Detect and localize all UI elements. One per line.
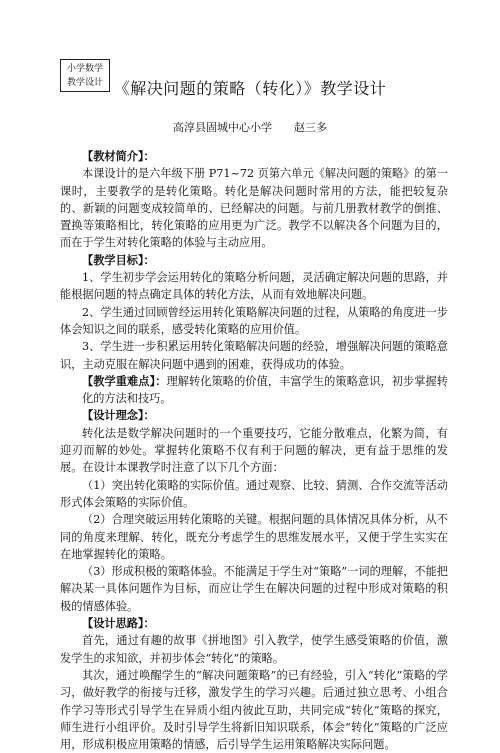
section-heading-philosophy: 【设计理念】： <box>82 408 155 423</box>
goal-item-2: 2、学生通过回顾曾经运用转化策略解决问题的过程，从策略的角度进一步体会知识之间的联系，感受转化策略的应用价值。 <box>60 305 448 336</box>
philosophy-paragraph-3: （2）合理突破运用转化策略的关键。根据问题的具体情况具体分析，从不同的角度来理解、转化，既充分考虑学生的思维发展水平，又便于学生实实在在地掌握转化的策略。 <box>60 513 448 561</box>
author-line <box>0 121 500 135</box>
section-heading-key-points: 【教学重难点】： <box>82 373 167 388</box>
key-points-block <box>60 373 448 408</box>
key-points-text: 理解转化策略的价值，丰富学生的策略意识，初步掌握转化的方法和技巧。 <box>82 374 448 406</box>
category-tag-line2: 教学设计 <box>66 78 103 88</box>
section-heading-intro: 【教材简介】： <box>82 149 155 163</box>
goal-item-3: 3、学生进一步积累运用转化策略解决问题的经验，增强解决问题的策略意识，主动克服在解决问题中遇到的困难，获得成功的体验。 <box>60 340 448 371</box>
category-tag-line1: 小学数学 <box>66 64 103 74</box>
philosophy-paragraph-1: 转化法是数学解决问题时的一个重要技巧，它能分散难点，化繁为简，有迎刃而解的妙处。掌握转化策略不仅有利于问题的解决，更有益于思维的发展。在设计本课教学时注意了以下几个方面： <box>60 426 448 475</box>
document-title: 《解决问题的策略（转化）》教学设计 <box>113 79 387 98</box>
intro-paragraph: 本课设计的是六年级下册 P71~72 页第六单元《解决问题的策略》的第一课时，主要教学的是转化策略。转化是解决问题时常用的方法，能把较复杂的、新颖的问题变成较简单的、已经解决的问题。与前几册教材教学的倒推、置换等策略相比，转化策略的应用更为广泛。教学不以解决各个问题为目的，而在于学生对转化策略的体验与主动应用。 <box>60 167 448 250</box>
ideas-paragraph-1: 首先，通过有趣的故事《拼地图》引入教学，使学生感受策略的价值，激发学生的求知欲，并初步体会“转化”的策略。 <box>60 634 448 665</box>
document-body <box>60 148 448 753</box>
philosophy-paragraph-2: （1）突出转化策略的实际价值。通过观察、比较、猜测、合作交流等活动形式体会策略的实际价值。 <box>60 478 448 509</box>
ideas-paragraph-2: 其次，通过唤醒学生的“解决问题策略”的已有经验，引入“转化”策略的学习，做好教学的衔接与迁移，激发学生的学习兴趣。后通过独立思考、小组合作学习等形式引导学生在异质小组内彼此互助，共同完成“转化”策略的探究，师生进行小组评价。及时引导学生将新旧知识联系，体会“转化”策略的广泛应用，形成积极应用策略的情感，后引导学生运用策略解决实际问题。 <box>60 668 448 752</box>
goal-item-1: 1、学生初步学会运用转化的策略分析问题，灵活确定解决问题的思路，并能根据问题的特点确定具体的转化方法，从而有效地解决问题。 <box>60 271 448 302</box>
author-name: 赵三多 <box>294 121 327 134</box>
section-heading-goals: 【教学目标】： <box>82 252 155 267</box>
philosophy-paragraph-4: （3）形成积极的策略体验。不能满足于学生对“策略”一词的理解，不能把解决某一具体问题作为目标，而应让学生在解决问题的过程中形成对策略的积极的情感体验。 <box>60 565 448 613</box>
author-school: 高淳县固城中心小学 <box>173 121 272 134</box>
section-heading-ideas: 【设计思路】： <box>82 616 155 631</box>
